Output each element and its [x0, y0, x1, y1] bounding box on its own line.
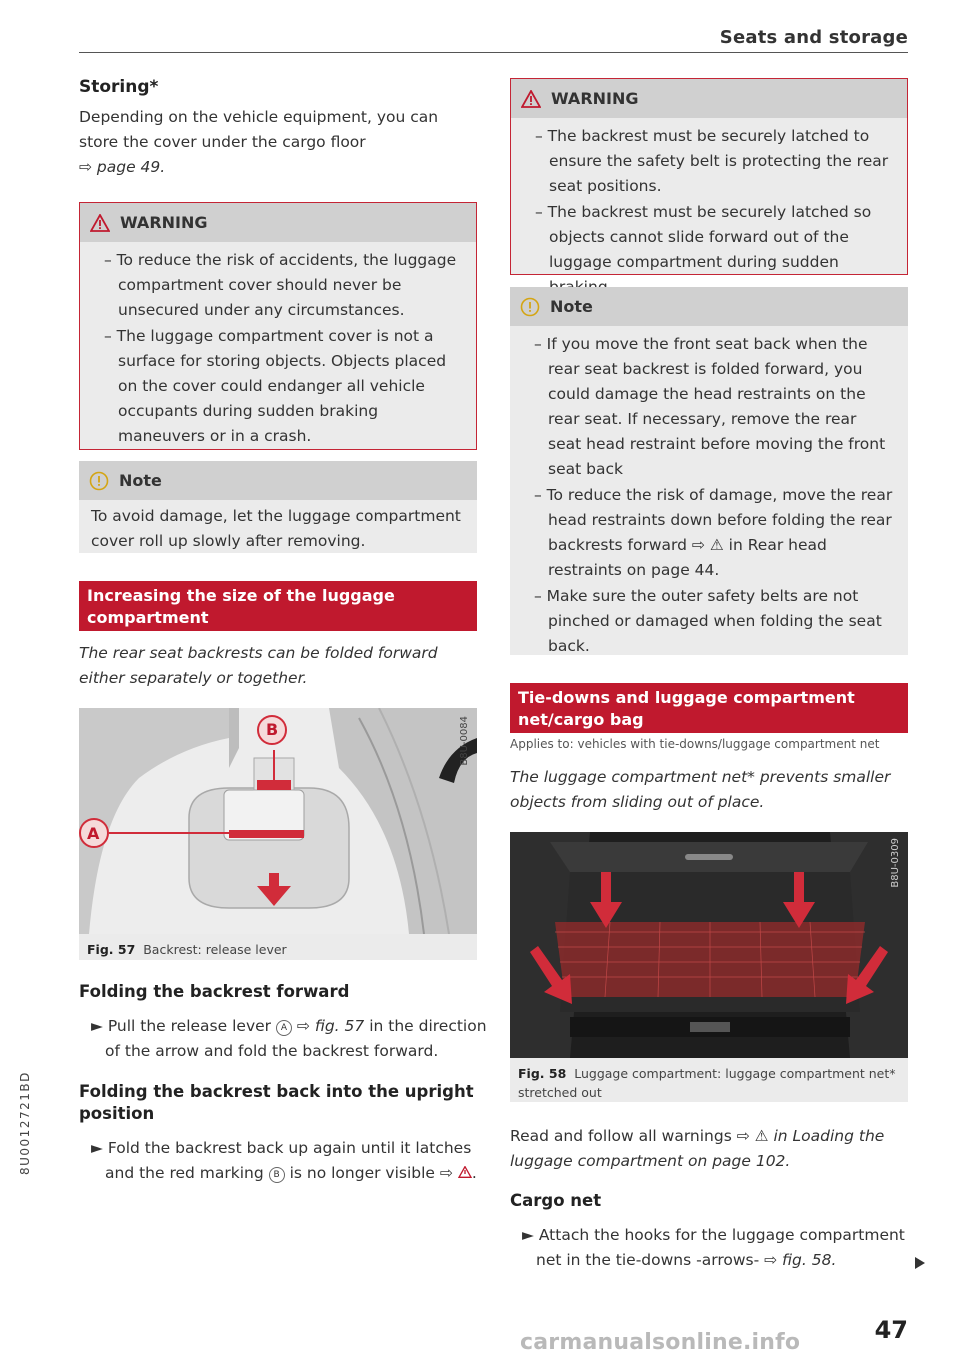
storing-section	[79, 77, 477, 180]
cargo-net-step	[510, 1223, 934, 1273]
note-header	[79, 461, 477, 500]
warning-box-backrest	[510, 78, 908, 275]
read-warnings-link[interactable]: Read and follow all warnings ⇨ ⚠	[510, 1127, 769, 1145]
fig-57-link[interactable]: ⇨ fig. 57	[296, 1017, 365, 1035]
figure-label-b: B	[266, 720, 279, 739]
section-intro-backrest: The rear seat backrests can be folded forward either separately or together.	[79, 644, 438, 687]
figure-code: B8U-0084	[459, 716, 470, 766]
note-item: – To reduce the risk of damage, move the rear head restraints down before folding the rear backrests forward ⇨ ⚠ in Rear head restraints on page 44.	[534, 486, 893, 579]
storing-title: Storing*	[79, 77, 159, 97]
cargo-net-illustration	[510, 832, 908, 1058]
page-header-title: Seats and storage	[719, 27, 908, 48]
fold-back-text: ► Fold the backrest back up again until it latches and the red marking	[91, 1139, 472, 1182]
warning-item: – The luggage compartment cover is not a surface for storing objects. Objects placed on the cover could endanger all vehicle occupants during sudden braking maneuvers or in a crash.	[104, 327, 447, 445]
note-box-cover	[79, 461, 477, 553]
figure-label-a: A	[87, 824, 100, 843]
warning-item: – The backrest must be securely latched so objects cannot slide forward out of the luggage compartment during sudden	[535, 203, 872, 271]
ref-circle-b: B	[269, 1167, 285, 1183]
note-header	[510, 287, 908, 326]
section-title-luggage-size: Increasing the size of the luggage compartment	[79, 581, 477, 631]
warning-link[interactable]: ⇨ .	[439, 1164, 477, 1182]
note-item: – If you move the front seat back when the rear seat backrest is folded forward, you could damage the head restraints on the rear seat. If necessary, remove the rear seat head restraint before moving the front seat back	[534, 335, 886, 478]
read-warnings-ref[interactable]: in Loading the luggage compartment on page 102.	[510, 1127, 885, 1170]
warning-title: WARNING	[551, 89, 639, 108]
fold-forward-text: ► Pull the release lever	[91, 1017, 272, 1035]
figure-58	[510, 832, 908, 1102]
warning-triangle-icon	[90, 214, 110, 232]
warning-header	[80, 203, 476, 242]
fig-58-link[interactable]: ⇨ fig. 58.	[764, 1251, 837, 1269]
note-exclamation-icon	[89, 471, 109, 491]
note-title: Note	[550, 297, 593, 316]
note-title: Note	[119, 471, 162, 490]
note-exclamation-icon	[520, 297, 540, 317]
storing-text: Depending on the vehicle equipment, you can store the cover under the cargo floor	[79, 108, 439, 151]
note-text: To avoid damage, let the luggage compartment cover roll up slowly after removing.	[91, 507, 461, 550]
figure-code: B8U-0309	[890, 838, 901, 888]
fold-back-text-2: is no longer visible	[289, 1164, 435, 1182]
fold-back-step	[79, 1136, 503, 1186]
note-box-head-restraints	[510, 287, 908, 655]
ref-circle-a: A	[276, 1020, 292, 1036]
continue-arrow-icon	[915, 1257, 925, 1269]
figure-caption-text: Backrest: release lever	[143, 942, 287, 957]
read-warnings-text	[510, 1124, 908, 1174]
figure-57	[79, 708, 477, 960]
warning-title: WARNING	[120, 213, 208, 232]
document-code: 8U0012721BD	[18, 1071, 32, 1175]
fold-forward-step	[79, 1014, 503, 1064]
figure-number: Fig. 57	[87, 942, 136, 957]
cargo-net-text: ► Attach the hooks for the luggage compartment net in the tie-downs -arrows-	[522, 1226, 905, 1269]
fold-forward-text-end: in the direction of the arrow and fold the backrest forward.	[105, 1017, 487, 1060]
section-intro-net: The luggage compartment net* prevents smaller objects from sliding out of place.	[510, 768, 891, 811]
warning-item: – To reduce the risk of accidents, the luggage compartment cover should never be unsecured under any circumstances.	[104, 251, 457, 319]
header-divider	[79, 52, 908, 53]
watermark: carmanualsonline.info	[520, 1330, 801, 1355]
note-item: – Make sure the outer safety belts are not pinched or damaged when folding the seat back.	[534, 587, 882, 655]
warning-item: – The backrest must be securely latched to ensure the safety belt is protecting the rear seat positions.	[535, 127, 889, 195]
warning-box-cover	[79, 202, 477, 450]
figure-number: Fig. 58	[518, 1066, 567, 1081]
section-title-tie-downs: Tie-downs and luggage compartment net/cargo bag	[510, 683, 908, 733]
fold-back-title: Folding the backrest back into the upright position	[79, 1082, 474, 1123]
backrest-release-illustration	[79, 708, 477, 934]
figure-caption	[79, 934, 477, 965]
fold-forward-title: Folding the backrest forward	[79, 982, 350, 1001]
warning-triangle-icon	[521, 90, 541, 108]
applies-to-text: Applies to: vehicles with tie-downs/luggage compartment net	[510, 737, 880, 751]
cargo-net-title: Cargo net	[510, 1191, 602, 1210]
page-number: 47	[874, 1316, 908, 1344]
warning-header	[511, 79, 907, 118]
warning-triangle-icon	[458, 1166, 472, 1178]
figure-caption-text: Luggage compartment: luggage compartment net* stretched out	[518, 1066, 896, 1100]
storing-page-ref[interactable]: ⇨ page 49.	[79, 158, 166, 176]
figure-caption	[510, 1058, 908, 1108]
